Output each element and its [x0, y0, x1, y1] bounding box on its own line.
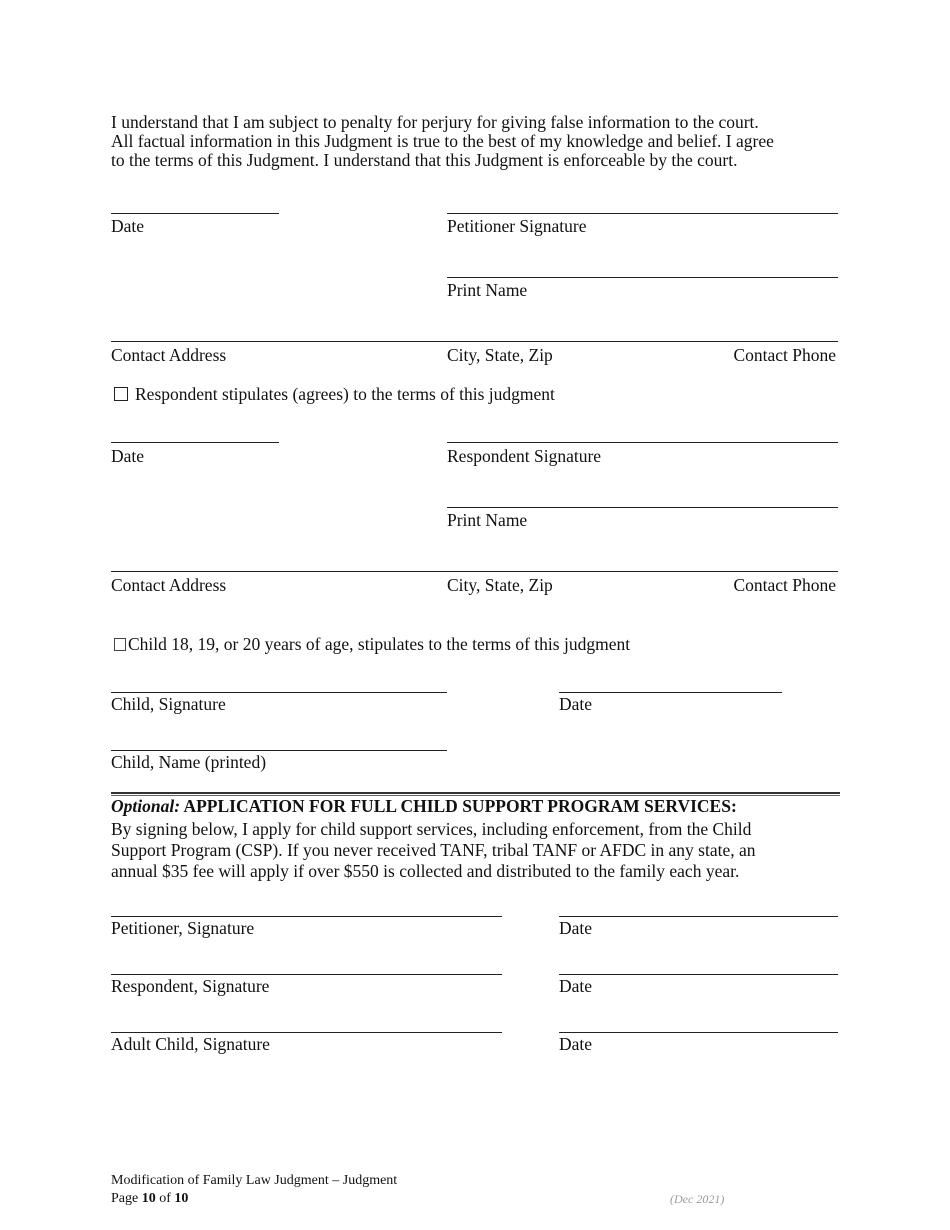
csp-respondent-signature-label: Respondent, Signature: [111, 976, 270, 996]
page-current: 10: [141, 1191, 156, 1206]
petitioner-print-name-line[interactable]: [447, 277, 838, 278]
petitioner-address-label: Contact Address: [111, 345, 227, 365]
perjury-line-2: All factual information in this Judgment is true to the best of my knowledge and belief. I agree: [111, 131, 774, 151]
child-signature-line[interactable]: [111, 692, 447, 693]
csp-respondent-signature-line[interactable]: [111, 974, 502, 975]
section-divider-top: [111, 792, 840, 794]
petitioner-signature-label: Petitioner Signature: [447, 216, 587, 236]
csp-line-1: By signing below, I apply for child support services, including enforcement, from the Child: [111, 819, 752, 839]
page-total: 10: [174, 1191, 189, 1206]
child-stipulates-checkbox[interactable]: [114, 638, 126, 651]
perjury-line-3: to the terms of this Judgment. I understand that this Judgment is enforceable by the court.: [111, 150, 738, 170]
csp-adult-child-date-label: Date: [559, 1034, 593, 1054]
respondent-stipulates-checkbox[interactable]: [114, 387, 128, 401]
csp-petitioner-date-line[interactable]: [559, 916, 838, 917]
csp-adult-child-signature-label: Adult Child, Signature: [111, 1034, 270, 1054]
petitioner-date-line[interactable]: [111, 213, 279, 214]
csp-heading-text: APPLICATION FOR FULL CHILD SUPPORT PROGRAM SERVICES:: [183, 796, 737, 816]
footer-revision-date: (Dec 2021): [670, 1192, 725, 1206]
child-name-line[interactable]: [111, 750, 447, 751]
csp-petitioner-signature-line[interactable]: [111, 916, 502, 917]
child-date-line[interactable]: [559, 692, 782, 693]
respondent-address-line[interactable]: [111, 571, 838, 572]
respondent-date-label: Date: [111, 446, 145, 466]
csp-line-2: Support Program (CSP). If you never received TANF, tribal TANF or AFDC in any state, an: [111, 840, 756, 860]
respondent-phone-label: Contact Phone: [733, 575, 836, 595]
csp-description: [111, 819, 756, 882]
petitioner-city-label: City, State, Zip: [447, 345, 553, 365]
csp-optional-label: Optional:: [111, 796, 181, 816]
csp-petitioner-date-label: Date: [559, 918, 593, 938]
csp-heading: [111, 796, 737, 817]
footer-page-number: [111, 1190, 188, 1208]
perjury-statement: [111, 113, 774, 170]
respondent-address-label: Contact Address: [111, 575, 227, 595]
csp-adult-child-signature-line[interactable]: [111, 1032, 502, 1033]
petitioner-print-name-label: Print Name: [447, 280, 528, 300]
csp-adult-child-date-line[interactable]: [559, 1032, 838, 1033]
csp-respondent-date-label: Date: [559, 976, 593, 996]
page-of: of: [155, 1191, 175, 1206]
respondent-signature-label: Respondent Signature: [447, 446, 602, 466]
csp-line-3: annual $35 fee will apply if over $550 is collected and distributed to the family each year.: [111, 861, 740, 881]
respondent-stipulates-label: Respondent stipulates (agrees) to the terms of this judgment: [135, 384, 555, 404]
child-name-label: Child, Name (printed): [111, 752, 267, 772]
perjury-line-1: I understand that I am subject to penalty for perjury for giving false information to the court.: [111, 112, 759, 132]
petitioner-phone-label: Contact Phone: [733, 345, 836, 365]
respondent-city-label: City, State, Zip: [447, 575, 553, 595]
respondent-date-line[interactable]: [111, 442, 279, 443]
child-stipulates-label: Child 18, 19, or 20 years of age, stipulates to the terms of this judgment: [128, 634, 631, 654]
petitioner-address-line[interactable]: [111, 341, 838, 342]
child-signature-label: Child, Signature: [111, 694, 226, 714]
footer-form-title: Modification of Family Law Judgment – Judgment: [111, 1173, 398, 1188]
page-prefix: Page: [111, 1191, 142, 1206]
respondent-print-name-label: Print Name: [447, 510, 528, 530]
csp-petitioner-signature-label: Petitioner, Signature: [111, 918, 255, 938]
petitioner-date-label: Date: [111, 216, 145, 236]
respondent-signature-line[interactable]: [447, 442, 838, 443]
csp-respondent-date-line[interactable]: [559, 974, 838, 975]
child-date-label: Date: [559, 694, 593, 714]
petitioner-signature-line[interactable]: [447, 213, 838, 214]
respondent-print-name-line[interactable]: [447, 507, 838, 508]
